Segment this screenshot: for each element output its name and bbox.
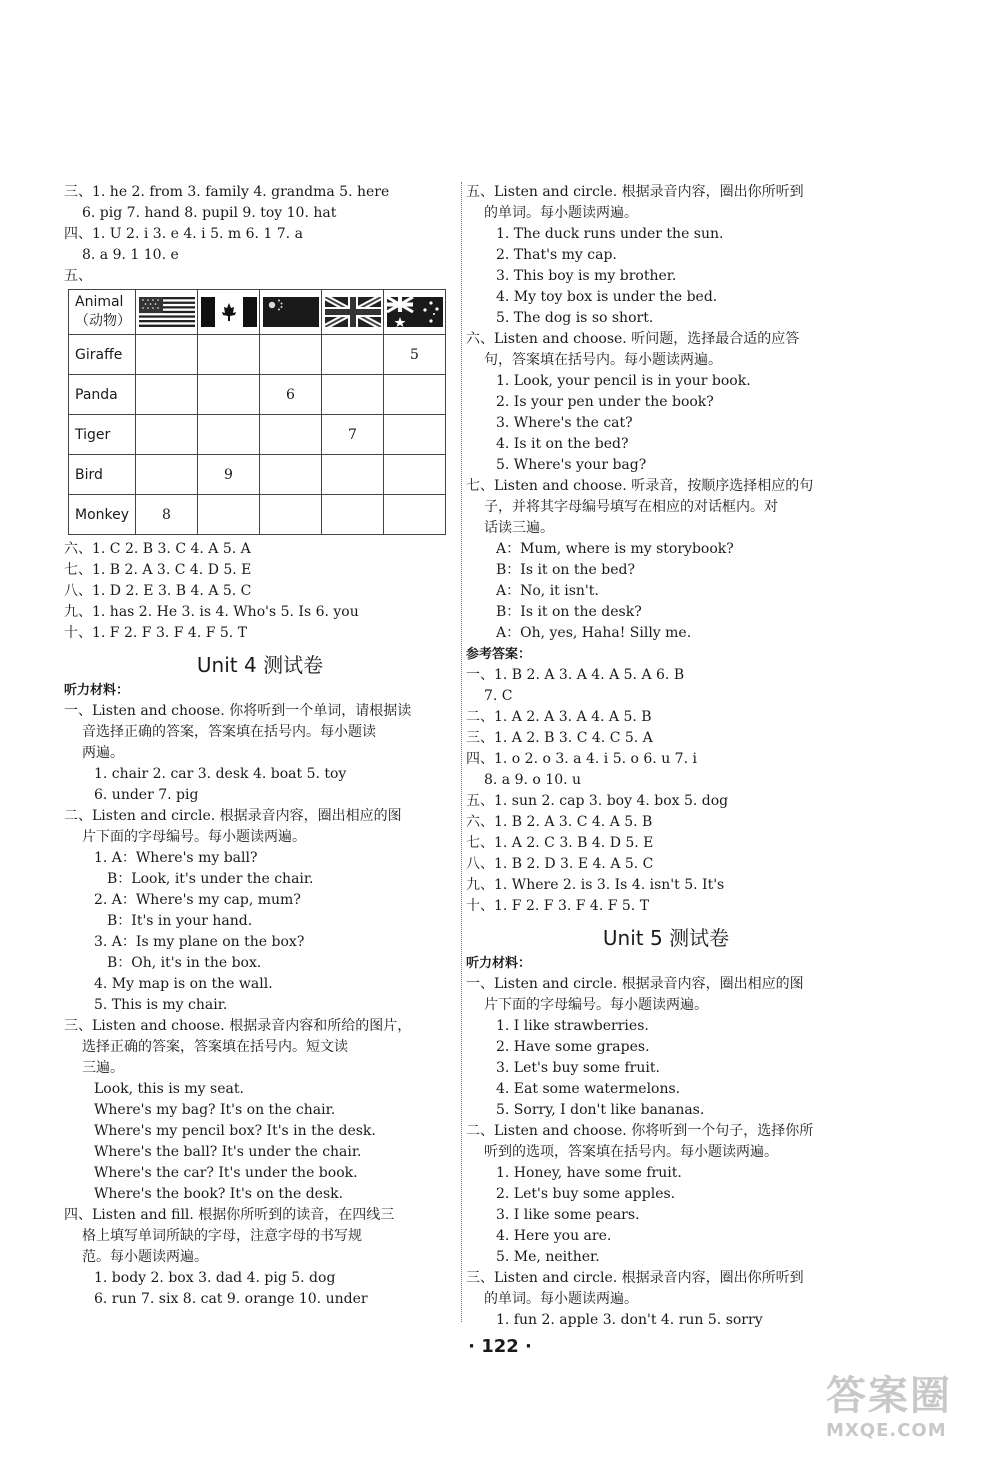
text-line: 七、1. A 2. C 3. B 4. D 5. E (466, 835, 654, 851)
table-cell (136, 415, 198, 455)
table-cell: 9 (198, 455, 260, 495)
text-line: 二、1. A 2. A 3. A 4. A 5. B (466, 709, 652, 725)
text-line: 片下面的字母编号。每小题读两遍。 (484, 997, 708, 1013)
table-cell (384, 375, 446, 415)
text-line: 片下面的字母编号。每小题读两遍。 (82, 829, 306, 845)
text-line: 1. A：Where's my ball? (94, 850, 258, 866)
text-line: 六、Listen and choose. 听问题，选择最合适的应答 (466, 331, 800, 347)
text-line: 五、 (64, 268, 92, 284)
text-line: 5. The dog is so short. (496, 310, 654, 326)
animal-label: Tiger (69, 415, 136, 455)
text-line: B：Is it on the bed? (496, 562, 635, 578)
text-line: 范。每小题读两遍。 (82, 1249, 208, 1265)
text-line: 3. Where's the cat? (496, 415, 633, 431)
usa-flag-icon (139, 297, 195, 327)
text-line: A：Mum, where is my storybook? (496, 541, 734, 557)
text-line: 4. My toy box is under the bed. (496, 289, 718, 305)
table-cell (322, 335, 384, 375)
text-line: 1. Look, your pencil is in your book. (496, 373, 751, 389)
text-line: 一、1. B 2. A 3. A 4. A 5. A 6. B (466, 667, 685, 683)
text-line: 4. My map is on the wall. (94, 976, 273, 992)
text-line: 3. I like some pears. (496, 1207, 640, 1223)
china-flag-icon (263, 297, 319, 327)
text-line: 六、1. B 2. A 3. C 4. A 5. B (466, 814, 653, 830)
text-line: 1. The duck runs under the sun. (496, 226, 724, 242)
text-line: 六、1. C 2. B 3. C 4. A 5. A (64, 541, 251, 557)
flag-cell (136, 290, 198, 335)
text-line: 选择正确的答案，答案填在括号内。短文读 (82, 1039, 348, 1055)
text-line: 话读三遍。 (484, 520, 554, 536)
table-cell (384, 455, 446, 495)
flag-cell (260, 290, 322, 335)
text-line: 3. Let's buy some fruit. (496, 1060, 660, 1076)
table-cell (260, 335, 322, 375)
text-line: 四、1. o 2. o 3. a 4. i 5. o 6. u 7. i (466, 751, 697, 767)
text-line: 一、Listen and choose. 你将听到一个单词，请根据读 (64, 703, 412, 719)
table-cell (260, 455, 322, 495)
text-line: 4. Is it on the bed? (496, 436, 629, 452)
text-line: 5. Sorry, I don't like bananas. (496, 1102, 705, 1118)
animal-label: Monkey (69, 495, 136, 535)
table-row (69, 335, 446, 375)
table-row (69, 415, 446, 455)
column-divider (461, 182, 462, 1322)
text-line: 子，并将其字母编号填写在相应的对话框内。对 (484, 499, 778, 515)
table-cell (136, 375, 198, 415)
listening-materials-label: 听力材料： (64, 683, 130, 698)
text-line: B：It's in your hand. (107, 913, 253, 929)
text-line: 1. body 2. box 3. dad 4. pig 5. dog (94, 1270, 336, 1286)
text-line: 八、1. B 2. D 3. E 4. A 5. C (466, 856, 654, 872)
text-line: Where's the ball? It's under the chair. (94, 1144, 362, 1160)
table-cell: 8 (136, 495, 198, 535)
unit5-heading: Unit 5 测试卷 (602, 926, 730, 950)
table-row (69, 455, 446, 495)
text-line: 七、1. B 2. A 3. C 4. D 5. E (64, 562, 252, 578)
page-number: · 122 · (468, 1336, 532, 1357)
text-line: 2. A：Where's my cap, mum? (94, 892, 301, 908)
text-line: A：Oh, yes, Haha! Silly me. (496, 625, 692, 641)
table-cell (384, 495, 446, 535)
table-cell (198, 495, 260, 535)
table-row (69, 495, 446, 535)
australia-flag-icon (387, 297, 443, 327)
text-line: 3. This boy is my brother. (496, 268, 677, 284)
text-line: B：Is it on the desk? (496, 604, 642, 620)
text-line: 2. Have some grapes. (496, 1039, 650, 1055)
text-line: 三遍。 (82, 1060, 124, 1076)
right-column (466, 182, 866, 1331)
table-cell (384, 415, 446, 455)
text-line: 1. fun 2. apple 3. don't 4. run 5. sorry (496, 1312, 763, 1328)
text-line: 二、Listen and choose. 你将听到一个句子，选择你所 (466, 1123, 814, 1139)
watermark-url: MXQE.COM (826, 1420, 947, 1441)
text-line: 5. Me, neither. (496, 1249, 600, 1265)
text-line: 的单词。每小题读两遍。 (484, 205, 638, 221)
animal-label: Giraffe (69, 335, 136, 375)
text-line: 7. C (484, 688, 513, 704)
table-cell (322, 375, 384, 415)
table-header-row (69, 290, 446, 335)
text-line: 二、Listen and circle. 根据录音内容，圈出相应的图 (64, 808, 402, 824)
text-line: 三、Listen and circle. 根据录音内容，圈出你所听到 (466, 1270, 804, 1286)
text-line: 十、1. F 2. F 3. F 4. F 5. T (64, 625, 248, 641)
text-line: 6. under 7. pig (94, 787, 199, 803)
table-cell (322, 495, 384, 535)
unit4-answer-key (466, 665, 866, 917)
text-line: Where's the car? It's under the book. (94, 1165, 358, 1181)
text-line: 两遍。 (82, 745, 124, 761)
text-line: 十、1. F 2. F 3. F 4. F 5. T (466, 898, 650, 914)
table-cell (260, 415, 322, 455)
text-line: 音选择正确的答案，答案填在括号内。每小题读 (82, 724, 376, 740)
text-line: 四、1. U 2. i 3. e 4. i 5. m 6. 1 7. a (64, 226, 303, 242)
text-line: 2. Is your pen under the book? (496, 394, 714, 410)
text-line: 格上填写单词所缺的字母，注意字母的书写规 (82, 1228, 362, 1244)
left-column (64, 182, 456, 1310)
unit4-listening-materials-cont (466, 182, 866, 644)
table-cell: 6 (260, 375, 322, 415)
table-cell (136, 335, 198, 375)
text-line: 4. Here you are. (496, 1228, 612, 1244)
text-line: 8. a 9. o 10. u (484, 772, 582, 788)
text-line: 2. That's my cap. (496, 247, 617, 263)
answer-key-label: 参考答案： (466, 647, 532, 662)
text-line: 5. Where's your bag? (496, 457, 647, 473)
unit3-answers-part1 (64, 182, 456, 287)
text-line: 五、1. sun 2. cap 3. boy 4. box 5. dog (466, 793, 729, 809)
text-line: 一、Listen and circle. 根据录音内容，圈出相应的图 (466, 976, 804, 992)
unit4-heading: Unit 4 测试卷 (196, 653, 324, 677)
text-line: B：Oh, it's in the box. (107, 955, 262, 971)
text-line: 3. A：Is my plane on the box? (94, 934, 305, 950)
table-cell: 5 (384, 335, 446, 375)
text-line: 5. This is my chair. (94, 997, 228, 1013)
animal-label: Panda (69, 375, 136, 415)
text-line: 三、1. A 2. B 3. C 4. C 5. A (466, 730, 653, 746)
text-line: 五、Listen and circle. 根据录音内容，圈出你所听到 (466, 184, 804, 200)
text-line: 2. Let's buy some apples. (496, 1186, 676, 1202)
text-line: 8. a 9. 1 10. e (82, 247, 179, 263)
table-cell (136, 455, 198, 495)
table-row (69, 375, 446, 415)
table-cell (198, 375, 260, 415)
text-line: 6. pig 7. hand 8. pupil 9. toy 10. hat (82, 205, 337, 221)
flag-cell (322, 290, 384, 335)
text-line: 三、1. he 2. from 3. family 4. grandma 5. here (64, 184, 390, 200)
text-line: B：Look, it's under the chair. (107, 871, 314, 887)
text-line: Where's the book? It's on the desk. (94, 1186, 344, 1202)
text-line: 6. run 7. six 8. cat 9. orange 10. under (94, 1291, 368, 1307)
text-line: 九、1. Where 2. is 3. Is 4. isn't 5. It's (466, 877, 725, 893)
table-cell (198, 335, 260, 375)
canada-flag-icon (201, 297, 257, 327)
text-line: 的单词。每小题读两遍。 (484, 1291, 638, 1307)
text-line: 听到的选项，答案填在括号内。每小题读两遍。 (484, 1144, 778, 1160)
listening-materials-label: 听力材料： (466, 956, 532, 971)
text-line: 4. Eat some watermelons. (496, 1081, 681, 1097)
table-cell (322, 455, 384, 495)
text-line: 三、Listen and choose. 根据录音内容和所给的图片， (64, 1018, 412, 1034)
text-line: 八、1. D 2. E 3. B 4. A 5. C (64, 583, 252, 599)
table-cell: 7 (322, 415, 384, 455)
text-line: Where's my bag? It's on the chair. (94, 1102, 336, 1118)
text-line: 九、1. has 2. He 3. is 4. Who's 5. Is 6. you (64, 604, 359, 620)
text-line: Look, this is my seat. (94, 1081, 244, 1097)
text-line: 1. chair 2. car 3. desk 4. boat 5. toy (94, 766, 347, 782)
table-cell (198, 415, 260, 455)
text-line: 七、Listen and choose. 听录音，按顺序选择相应的句 (466, 478, 814, 494)
uk-flag-icon (325, 297, 381, 327)
watermark-logo (826, 1372, 996, 1462)
flag-cell (198, 290, 260, 335)
table-header-label: Animal （动物） (69, 290, 136, 335)
text-line: 1. I like strawberries. (496, 1018, 649, 1034)
watermark-title: 答案圈 (826, 1373, 952, 1419)
unit3-answers-part2 (64, 539, 456, 644)
text-line: Where's my pencil box? It's in the desk. (94, 1123, 376, 1139)
unit5-listening-materials (466, 974, 866, 1331)
text-line: 句，答案填在括号内。每小题读两遍。 (484, 352, 722, 368)
animal-label: Bird (69, 455, 136, 495)
text-line: A：No, it isn't. (496, 583, 599, 599)
table-cell (260, 495, 322, 535)
text-line: 1. Honey, have some fruit. (496, 1165, 682, 1181)
text-line: 四、Listen and fill. 根据你所听到的读音，在四线三 (64, 1207, 395, 1223)
unit4-listening-materials (64, 701, 456, 1310)
flag-cell (384, 290, 446, 335)
animal-flag-table (68, 289, 446, 535)
